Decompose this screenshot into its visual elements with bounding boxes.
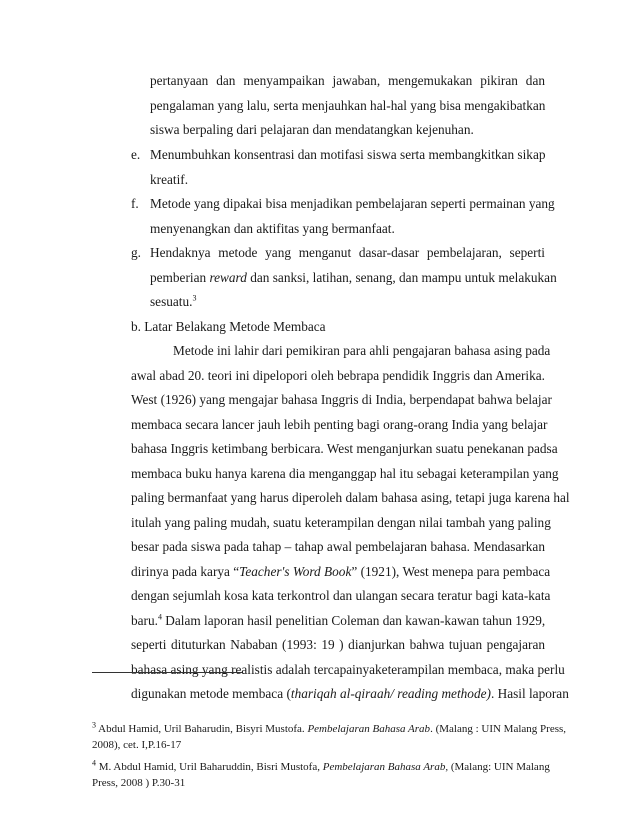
footnote-3-line: 2008), cet. I,P.16-17 bbox=[92, 739, 182, 751]
list-item-g bbox=[131, 244, 545, 261]
body-line: seperti dituturkan Nababan (1993: 19 ) dianjurkan bahwa tujuan pengajaran bbox=[131, 637, 545, 652]
body-line: itulah yang paling mudah, suatu keterampilan dengan nilai tambah yang paling bbox=[131, 515, 551, 530]
body-line: bahasa asing yang realistis adalah tercapainyaketerampilan membaca, maka perlu bbox=[131, 662, 565, 677]
body-line bbox=[131, 612, 545, 629]
footnote-3 bbox=[92, 720, 567, 737]
body-line bbox=[131, 563, 551, 580]
footnote-number: 3 bbox=[92, 720, 96, 730]
footnote-4-line: Press, 2008 ) P.30-31 bbox=[92, 777, 186, 789]
text-run: pemberian bbox=[150, 270, 210, 285]
list-item-e bbox=[131, 146, 545, 163]
list-item-text: Hendaknya metode yang menganut dasar-dasar pembelajaran, seperti bbox=[150, 245, 545, 260]
text-run: Dalam laporan hasil penelitian Coleman dan kawan-kawan tahun 1929, bbox=[161, 613, 546, 628]
text-run: baru. bbox=[131, 613, 158, 628]
text-run: digunakan metode membaca ( bbox=[131, 686, 291, 701]
body-line: besar pada siswa pada tahap – tahap awal pembelajaran bahasa. Mendasarkan bbox=[131, 539, 545, 554]
list-item-f bbox=[131, 195, 555, 212]
section-heading: b. Latar Belakang Metode Membaca bbox=[131, 319, 326, 334]
body-line: awal abad 20. teori ini dipelopori oleh bebrapa pendidik Inggris dan Amerika. bbox=[131, 368, 545, 383]
body-line: Metode ini lahir dari pemikiran para ahli pengajaran bahasa asing pada bbox=[173, 343, 551, 358]
body-line: membaca secara lancer jauh lebih penting bagi orang-orang India yang belajar bbox=[131, 417, 548, 432]
footnote-ref: 4 bbox=[157, 612, 162, 622]
body-line: pertanyaan dan menyampaikan jawaban, mengemukakan pikiran dan bbox=[150, 73, 545, 88]
footnote-ref: 3 bbox=[192, 293, 197, 303]
text-run: (Malang: UIN Malang bbox=[448, 761, 550, 773]
footnote-4 bbox=[92, 758, 550, 775]
body-line bbox=[131, 685, 569, 702]
text-run: . (Malang : UIN Malang Press, bbox=[430, 723, 567, 735]
body-line: siswa berpaling dari pelajaran dan mendatangkan kejenuhan. bbox=[150, 122, 474, 137]
text-run: Abdul Hamid, Uril Baharudin, Bisyri Mustofa. bbox=[96, 723, 308, 735]
text-run: M. Abdul Hamid, Uril Baharuddin, Bisri Mustofa, bbox=[96, 761, 323, 773]
list-label: e. bbox=[131, 147, 141, 162]
list-item-text: Menumbuhkan konsentrasi dan motifasi siswa serta membangkitkan sikap bbox=[150, 147, 546, 162]
italic-title: Pembelajaran Bahasa Arab bbox=[307, 723, 431, 735]
body-line: pengalaman yang lalu, serta menjauhkan hal-hal yang bisa mengakibatkan bbox=[150, 98, 546, 113]
italic-term: reward bbox=[209, 270, 247, 285]
italic-title: Pembelajaran Bahasa Arab, bbox=[322, 761, 449, 773]
body-line: membaca buku hanya karena dia menganggap hal itu sebagai keterampilan yang bbox=[131, 466, 559, 481]
body-line bbox=[150, 293, 196, 310]
list-label: g. bbox=[131, 245, 141, 260]
list-label: f. bbox=[131, 196, 139, 211]
body-line: dengan sejumlah kosa kata terkontrol dan ulangan secara teratur bagi kata-kata bbox=[131, 588, 551, 603]
text-run: ” (1921), West menepa para pembaca bbox=[351, 564, 551, 579]
body-line: menyenangkan dan aktifitas yang bermanfaat. bbox=[150, 221, 395, 236]
body-line: paling bermanfaat yang harus diperoleh dalam bahasa asing, tetapi juga karena hal bbox=[131, 490, 570, 505]
body-line: kreatif. bbox=[150, 172, 189, 187]
body-line bbox=[150, 269, 557, 286]
text-run: sesuatu. bbox=[150, 294, 193, 309]
footnote-number: 4 bbox=[92, 758, 96, 768]
text-run: . Hasil laporan bbox=[490, 686, 569, 701]
text-run: dan sanksi, latihan, senang, dan mampu untuk melakukan bbox=[246, 270, 557, 285]
body-line: bahasa Inggris ketimbang berbicara. West menganjurkan suatu penekanan padsa bbox=[131, 441, 558, 456]
text-run: dirinya pada karya “ bbox=[131, 564, 240, 579]
body-line: West (1926) yang mengajar bahasa Inggris di India, berpendapat bahwa belajar bbox=[131, 392, 552, 407]
italic-term: thariqah al-qiraah/ reading methode) bbox=[290, 686, 491, 701]
footnote-separator bbox=[92, 672, 242, 673]
italic-title: Teacher's Word Book bbox=[239, 564, 352, 579]
list-item-text: Metode yang dipakai bisa menjadikan pembelajaran seperti permainan yang bbox=[150, 196, 555, 211]
